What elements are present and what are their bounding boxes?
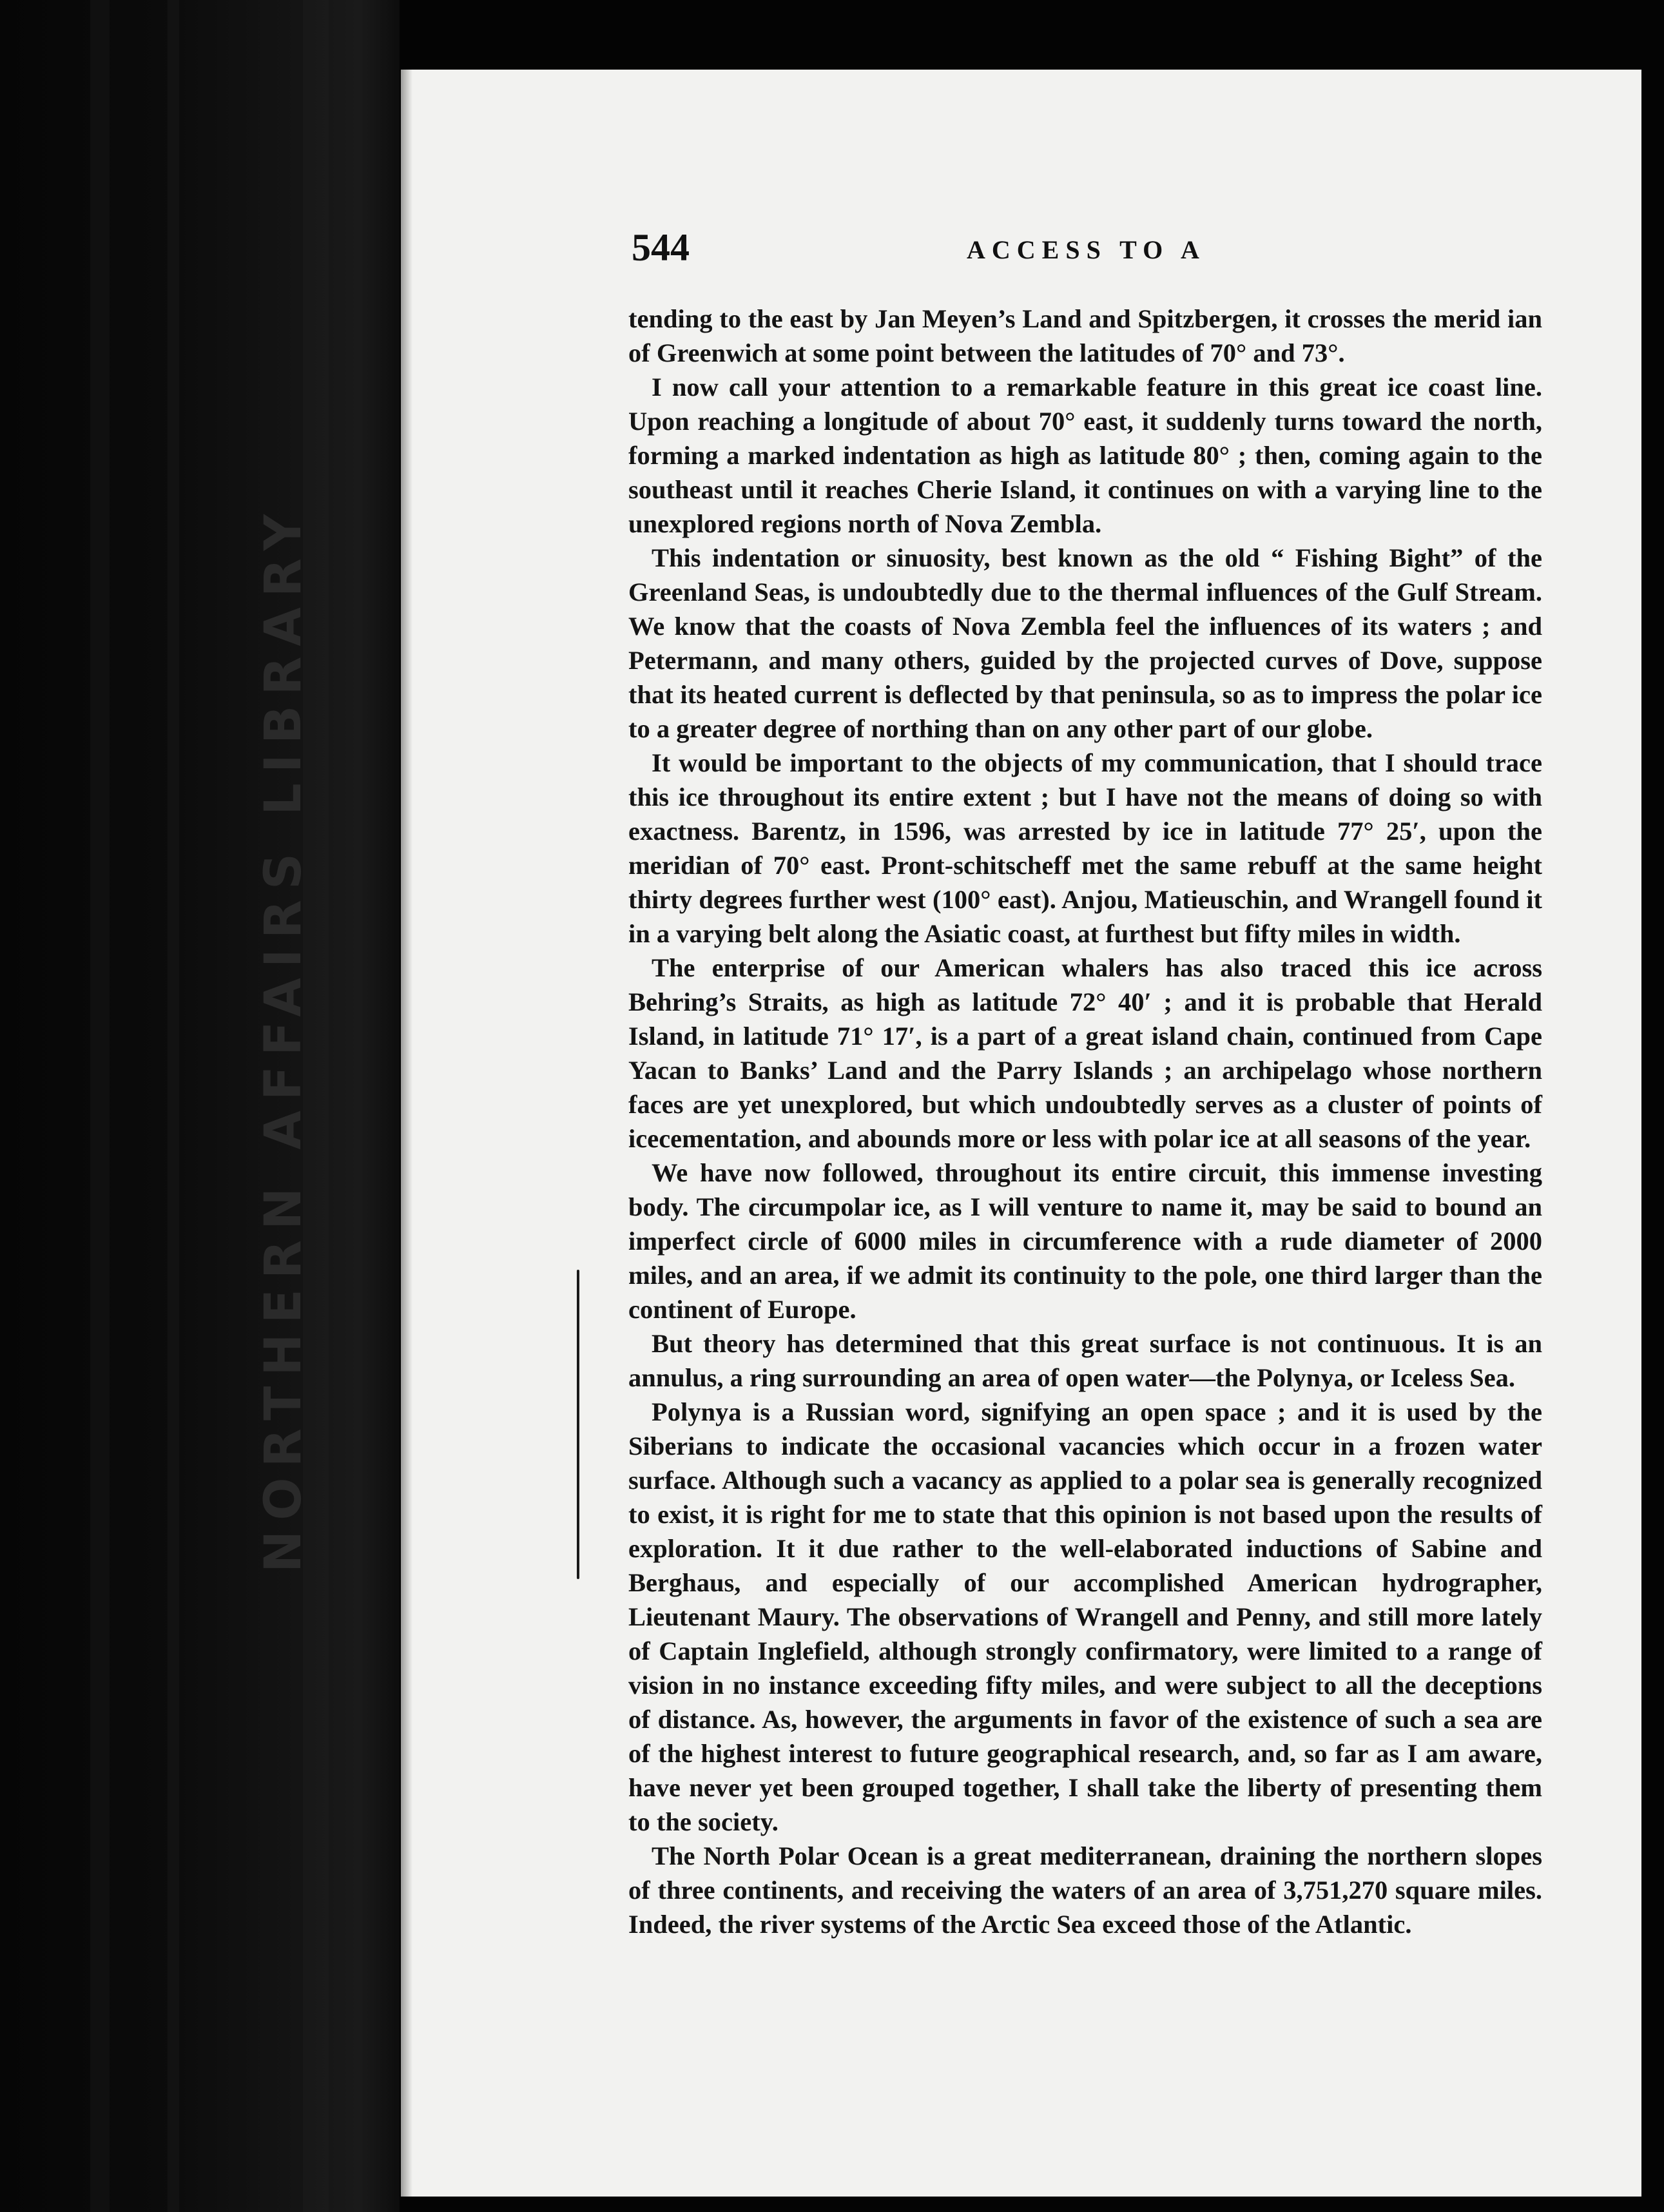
paragraph: It would be important to the objects of my communication, that I should trace this ice throughout its entire extent ; but I have not the means of doing so with exactness. Barentz, in 1596, was arrested by ice in latitude 77° 25′, upon the meridian of 70° east. Pront-schitscheff met the same rebuff at the same height thirty degrees further west (100° east). Anjou, Matieuschin, and Wrangell found it in a varying belt along the Asiatic coast, at furthest but fifty miles in width. xyxy=(628,748,1542,948)
paragraph: Polynya is a Russian word, signifying an open space ; and it is used by the Siberians to indicate the occasional vacancies which occur in a frozen water surface. Although such a vacancy as applied to a polar sea is generally recognized to exist, it is right for me to state that this opinion is not based upon the results of exploration. It it due rather to the well-elaborated inductions of Sabine and Berghaus, and especially of our accomplished American hydrographer, Lieutenant Maury. The observations of Wrangell and Penny, and still more lately of Captain Inglefield, although strongly confirmatory, were limited to a range of vision in no instance exceeding fifty miles, and were subject to all the deceptions of distance. As, however, the arguments in favor of the existence of such a sea are of the highest interest to future geographical research, and, so far as I am aware, have never yet been grouped together, I shall take the liberty of presenting them to the society. xyxy=(628,1397,1542,1836)
paragraph: This indentation or sinuosity, best known as the old “ Fishing Bight” of the Greenland Seas, is undoubtedly due to the thermal influences of the Gulf Stream. We know that the coasts of Nova Zembla feel the influences of its waters ; and Petermann, and many others, guided by the projected curves of Dove, suppose that its heated current is deflected by that peninsula, so as to impress the polar ice to a greater degree of northing than on any other part of our globe. xyxy=(628,543,1542,743)
paragraph: But theory has determined that this great surface is not continuous. It is an annulus, a ring surrounding an area of open water—the Polynya, or Iceless Sea. xyxy=(628,1329,1542,1392)
paragraph: I now call your attention to a remarkable feature in this great ice coast line. Upon reaching a longitude of about 70° east, it suddenly turns toward the north, forming a marked indentation as high as latitude 80° ; then, coming again to the southeast until it reaches Cherie Island, it continues on with a varying line to the unexplored regions north of Nova Zembla. xyxy=(628,373,1542,538)
page-gutter-shadow xyxy=(401,70,412,2197)
body-text xyxy=(628,302,1542,1941)
spine-shading xyxy=(168,0,179,2212)
running-head: ACCESS TO A xyxy=(967,235,1206,264)
paragraph: The enterprise of our American whalers has also traced this ice across Behring’s Straits, as high as latitude 72° 40′ ; and it is probable that Herald Island, in latitude 71° 17′, is a part of a great island chain, continued from Cape Yacan to Banks’ Land and the Parry Islands ; an archipelago whose northern faces are yet unexplored, but which undoubtedly serves as a cluster of points of icecementation, and abounds more or less with polar ice at all seasons of the year. xyxy=(628,953,1542,1153)
page-number: 544 xyxy=(632,226,690,269)
paragraph: The North Polar Ocean is a great mediterranean, draining the northern slopes of three continents, and receiving the waters of an area of 3,751,270 square miles. Indeed, the river systems of the Arctic Sea exceed those of the Atlantic. xyxy=(628,1841,1542,1939)
spine-shading xyxy=(90,0,110,2212)
margin-pencil-mark xyxy=(577,1270,579,1579)
paragraph: tending to the east by Jan Meyen’s Land and Spitzbergen, it crosses the merid ian of Greenwich at some point between the latitudes of 70° and 73°. xyxy=(628,304,1542,367)
library-stamp: NORTHERN AFFAIRS LIBRARY xyxy=(255,503,313,1573)
book-spine xyxy=(0,0,400,2212)
page-header xyxy=(632,226,1547,277)
paragraph: We have now followed, throughout its entire circuit, this immense investing body. The circumpolar ice, as I will venture to name it, may be said to bound an imperfect circle of 6000 miles in circumference with a rude diameter of 2000 miles, and an area, if we admit its continuity to the pole, one third larger than the continent of Europe. xyxy=(628,1158,1542,1324)
